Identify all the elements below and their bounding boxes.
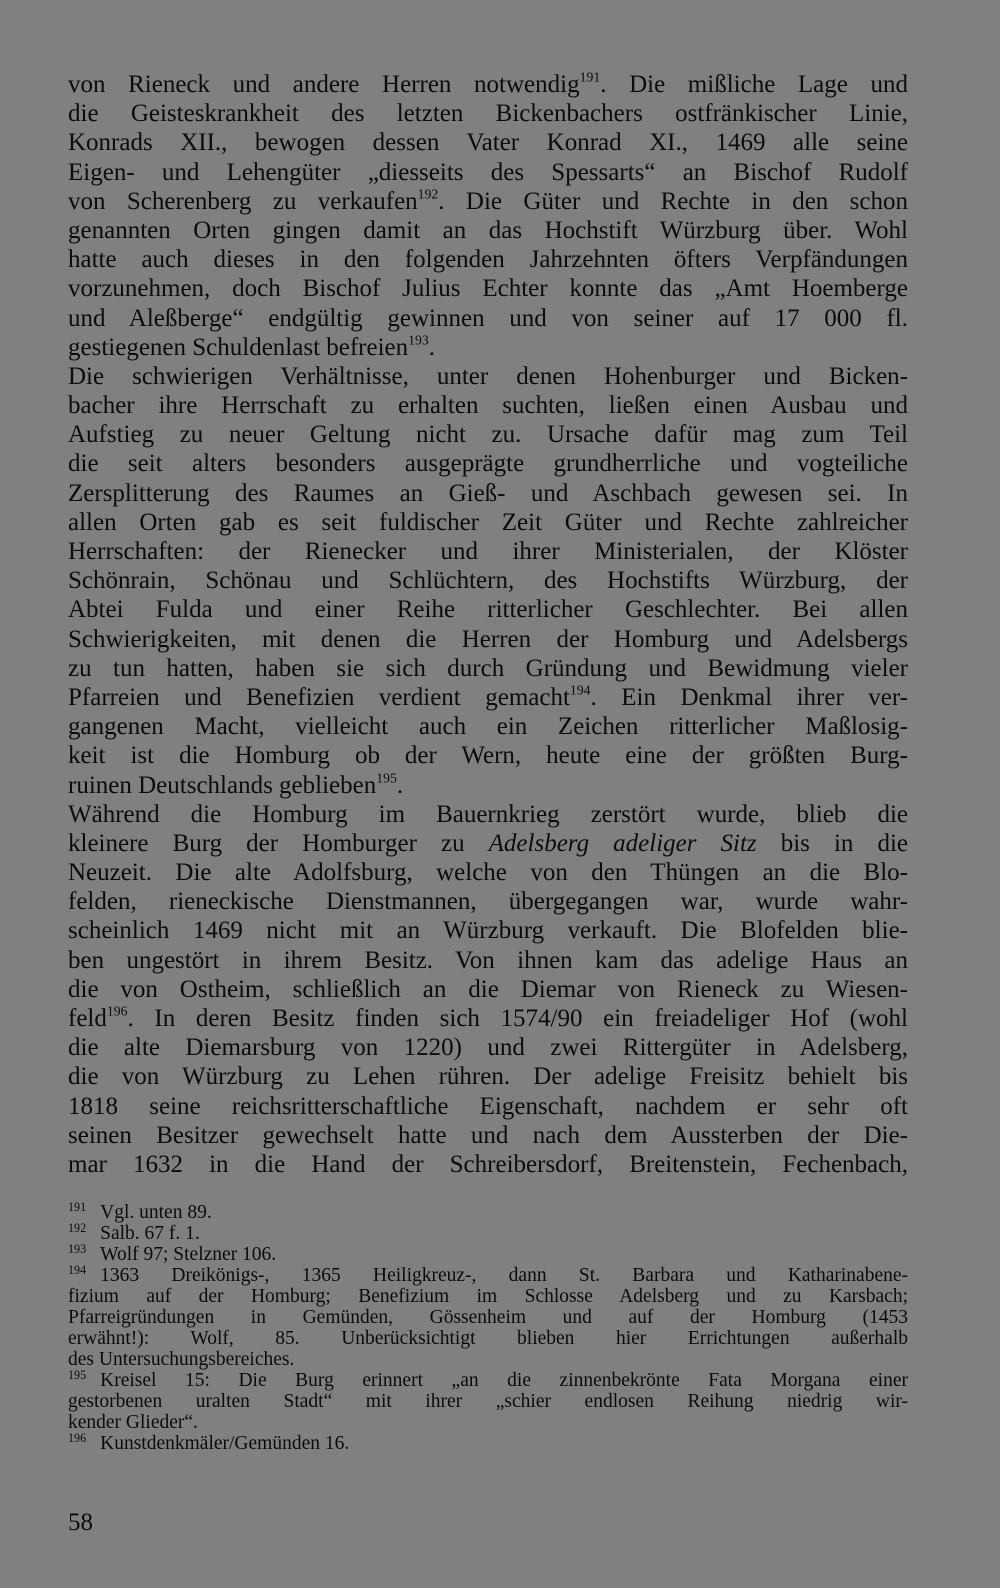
footnote-reference: 192: [417, 186, 439, 202]
line-text: von Rieneck und andere Herren notwendig: [68, 71, 580, 98]
line-text: gestiegenen Schuldenlast befreien: [68, 333, 409, 361]
text-line: [68, 625, 908, 654]
line-text: .: [396, 771, 404, 799]
line-text: Eigen- und Lehengüter „diesseits des Spessarts“ an Bischof Rudolf: [68, 158, 908, 186]
text-line: [68, 829, 908, 858]
line-text: ben ungestört in ihrem Besitz. Von ihnen kam das adelige Haus an: [68, 946, 908, 974]
line-text: Während die Homburg im Bauernkrieg zerstört wurde, blieb die: [68, 800, 908, 828]
footnote-text: Salb. 67 f. 1.: [100, 1223, 200, 1244]
line-text: . Ein Denkmal ihrer ver-: [590, 683, 908, 711]
line-text: seinen Besitzer gewechselt hatte und nach dem Aussterben der Die-: [68, 1121, 908, 1149]
text-line: [68, 245, 908, 274]
footnote-number: 196: [68, 1431, 87, 1446]
line-text: zu tun hatten, haben sie sich durch Gründung und Bewidmung vieler: [68, 654, 908, 682]
line-text: mar 1632 in die Hand der Schreibersdorf, Breitenstein, Fechenbach,: [68, 1150, 908, 1178]
line-text: und Aleßberge“ endgültig gewinnen und von seiner auf 17 000 fl.: [68, 304, 908, 332]
line-text: Die schwierigen Verhältnisse, unter denen Hohenburger und Bicken-: [68, 362, 908, 390]
line-text: vorzunehmen, doch Bischof Julius Echter konnte das „Amt Hoemberge: [68, 275, 908, 303]
line-text: die von Ostheim, schließlich an die Diemar von Rieneck zu Wiesen-: [68, 975, 908, 1003]
text-line: [68, 508, 908, 537]
footnote-number: 194: [68, 1263, 87, 1278]
footnote-reference: 193: [408, 332, 429, 348]
line-text: bis in die: [756, 829, 908, 857]
line-text: scheinlich 1469 nicht mit an Würzburg verkauft. Die Blofelden blie-: [68, 917, 908, 945]
footnote-line: [68, 1328, 908, 1349]
footnote-reference: 195: [376, 770, 397, 786]
text-line: [68, 274, 908, 303]
footnote-line: [68, 1307, 908, 1328]
line-text: Zersplitterung des Raumes an Gieß- und Aschbach gewesen sei. In: [68, 479, 908, 507]
text-line: [68, 1062, 908, 1091]
text-line: [68, 420, 908, 449]
text-line: [68, 449, 908, 478]
line-text: gangenen Macht, vielleicht auch ein Zeichen ritterlicher Maßlosig-: [68, 713, 908, 741]
line-text: felden, rieneckische Dienstmannen, übergegangen war, wurde wahr-: [68, 888, 908, 916]
footnote-number: 191: [68, 1200, 87, 1215]
footnote-line: [68, 1286, 908, 1307]
text-line: [68, 946, 908, 975]
footnote-text: 1363 Dreikönigs-, 1365 Heiligkreuz-, dann St. Barbara und Katharinabene-: [100, 1265, 908, 1286]
page-number: 58: [68, 1509, 93, 1536]
footnote-line: [68, 1265, 908, 1286]
text-line: [68, 771, 908, 800]
text-line: [68, 566, 908, 595]
line-text: die alte Diemarsburg von 1220) und zwei Rittergüter in Adelsberg,: [68, 1034, 908, 1062]
text-line: [68, 975, 908, 1004]
footnote-text: Pfarreigründungen in Gemünden, Gössenheim und auf der Homburg (1453: [68, 1307, 908, 1328]
line-text: keit ist die Homburg ob der Wern, heute eine der größten Burg-: [68, 742, 908, 770]
text-line: [68, 916, 908, 945]
text-line: [68, 858, 908, 887]
text-line: [68, 479, 908, 508]
line-text: . Die Güter und Rechte in den schon: [438, 187, 908, 215]
footnote-line: [68, 1391, 908, 1412]
footnote-line: [68, 1370, 908, 1391]
text-line: [68, 70, 908, 99]
line-text: Aufstieg zu neuer Geltung nicht zu. Ursache dafür mag zum Teil: [68, 421, 908, 449]
line-text: Abtei Fulda und einer Reihe ritterlicher Geschlechter. Bei allen: [68, 596, 908, 624]
text-line: [68, 712, 908, 741]
text-line: [68, 654, 908, 683]
footnote-line: [68, 1202, 908, 1223]
footnote-line: [68, 1244, 908, 1265]
footnote-text: des Untersuchungsbereiches.: [68, 1349, 295, 1370]
text-line: [68, 1150, 908, 1179]
line-text: 1818 seine reichsritterschaftliche Eigenschaft, nachdem er sehr oft: [68, 1092, 908, 1120]
text-line: [68, 887, 908, 916]
text-line: [68, 128, 908, 157]
text-line: [68, 1121, 908, 1150]
text-line: [68, 1004, 908, 1033]
footnote-text: gestorbenen uralten Stadt“ mit ihrer „schier endlosen Reihung niedrig wir-: [68, 1391, 908, 1412]
footnote-line: [68, 1412, 908, 1433]
footnote-number: 192: [68, 1221, 87, 1236]
text-line: [68, 683, 908, 712]
text-line: [68, 537, 908, 566]
text-line: [68, 99, 908, 128]
line-text: . Die mißliche Lage und: [600, 71, 908, 98]
line-text: bacher ihre Herrschaft zu erhalten suchten, ließen einen Ausbau und: [68, 392, 908, 420]
line-text: . In deren Besitz finden sich 1574/90 ein freiadeliger Hof (wohl: [127, 1005, 908, 1032]
line-text: Schwierigkeiten, mit denen die Herren der Homburg und Adelsbergs: [68, 625, 908, 653]
line-text: allen Orten gab es seit fuldischer Zeit Güter und Rechte zahlreicher: [68, 508, 908, 536]
footnotes: [68, 1202, 908, 1454]
line-text: die Geisteskrankheit des letzten Bickenbachers ostfränkischer Linie,: [68, 100, 908, 128]
footnote-reference: 196: [106, 1003, 128, 1019]
line-text: .: [428, 333, 436, 361]
line-text: Herrschaften: der Rienecker und ihrer Ministerialen, der Klöster: [68, 538, 908, 565]
text-line: [68, 391, 908, 420]
line-text: Konrads XII., bewogen dessen Vater Konrad XI., 1469 alle seine: [68, 129, 908, 157]
line-text: hatte auch dieses in den folgenden Jahrzehnten öfters Verpfändungen: [68, 246, 908, 274]
footnote-text: Kunstdenkmäler/Gemünden 16.: [100, 1433, 350, 1454]
footnote-text: Wolf 97; Stelzner 106.: [100, 1244, 277, 1265]
line-text: von Scherenberg zu verkaufen: [68, 187, 418, 215]
text-line: [68, 333, 908, 362]
italic-text: Adelsberg adeliger Sitz: [488, 829, 757, 857]
footnote-reference: 194: [569, 682, 591, 698]
text-line: [68, 741, 908, 770]
footnote-text: kender Glieder“.: [68, 1412, 198, 1433]
footnote-text: fizium auf der Homburg; Benefizium im Schlosse Adelsberg und zu Karsbach;: [68, 1286, 908, 1307]
line-text: Schönrain, Schönau und Schlüchtern, des Hochstifts Würzburg, der: [68, 567, 908, 595]
body-text: [68, 70, 908, 1179]
footnote-number: 195: [68, 1368, 87, 1383]
footnote-line: [68, 1223, 908, 1244]
footnote-line: [68, 1433, 908, 1454]
footnote-number: 193: [68, 1242, 87, 1257]
line-text: die seit alters besonders ausgeprägte grundherrliche und vogteiliche: [68, 450, 908, 478]
line-text: Pfarreien und Benefizien verdient gemacht: [68, 683, 570, 711]
line-text: Neuzeit. Die alte Adolfsburg, welche von den Thüngen an die Blo-: [68, 859, 908, 887]
line-text: ruinen Deutschlands geblieben: [68, 771, 377, 799]
text-line: [68, 1033, 908, 1062]
text-line: [68, 216, 908, 245]
footnote-text: erwähnt!): Wolf, 85. Unberücksichtigt blieben hier Errichtungen außerhalb: [68, 1328, 908, 1349]
text-line: [68, 158, 908, 187]
line-text: feld: [68, 1005, 107, 1032]
text-line: [68, 304, 908, 333]
footnote-line: [68, 1349, 908, 1370]
line-text: kleinere Burg der Homburger zu: [68, 829, 489, 857]
text-line: [68, 187, 908, 216]
footnote-text: Kreisel 15: Die Burg erinnert „an die zinnenbekrönte Fata Morgana einer: [100, 1370, 908, 1391]
text-line: [68, 800, 908, 829]
footnote-reference: 191: [579, 69, 601, 85]
footnote-text: Vgl. unten 89.: [100, 1202, 212, 1223]
text-line: [68, 1092, 908, 1121]
line-text: die von Würzburg zu Lehen rühren. Der adelige Freisitz behielt bis: [68, 1063, 908, 1091]
line-text: genannten Orten gingen damit an das Hochstift Würzburg über. Wohl: [68, 216, 908, 244]
text-line: [68, 362, 908, 391]
text-line: [68, 595, 908, 624]
